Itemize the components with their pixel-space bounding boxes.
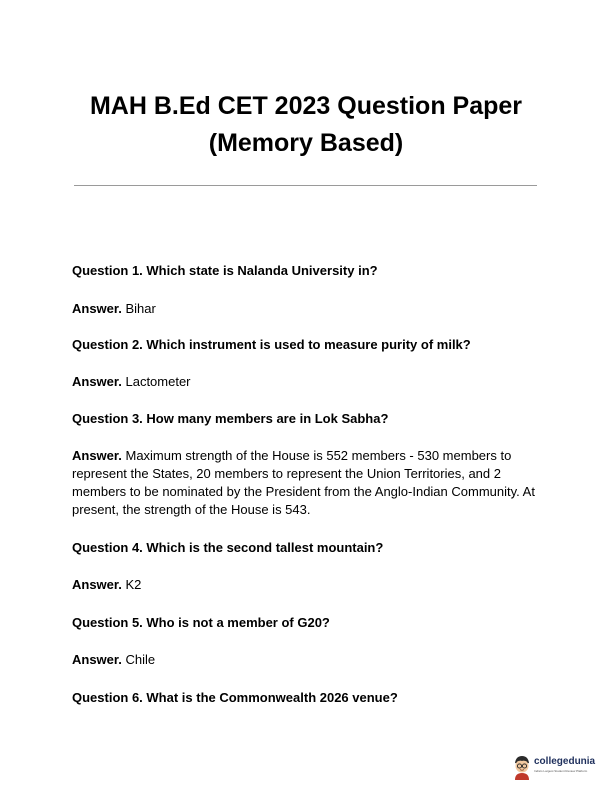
collegedunia-logo bbox=[512, 752, 608, 782]
title-line-2: (Memory Based) bbox=[208, 129, 404, 157]
title-line-1: MAH B.Ed CET 2023 Question Paper bbox=[89, 92, 523, 120]
logo-wordmark: collegedunia bbox=[534, 756, 596, 767]
answer-2 bbox=[72, 373, 542, 391]
answer-4 bbox=[72, 576, 542, 594]
answer-label: Answer. bbox=[72, 652, 122, 667]
answer-text: Bihar bbox=[125, 301, 156, 316]
answer-label: Answer. bbox=[72, 301, 122, 316]
answer-5 bbox=[72, 651, 542, 669]
question-1: Question 1. Which state is Nalanda University in? bbox=[72, 263, 378, 278]
answer-label: Answer. bbox=[72, 448, 122, 463]
answer-text: Chile bbox=[125, 652, 156, 667]
logo-tagline: India's Largest Student Review Platform bbox=[534, 769, 588, 773]
student-mascot-icon bbox=[512, 754, 532, 780]
question-5: Question 5. Who is not a member of G20? bbox=[72, 615, 330, 630]
answer-text: Lactometer bbox=[125, 374, 191, 389]
answer-label: Answer. bbox=[72, 577, 122, 592]
horizontal-divider bbox=[74, 185, 537, 186]
answer-label: Answer. bbox=[72, 374, 122, 389]
answer-text: K2 bbox=[125, 577, 142, 592]
answer-1 bbox=[72, 300, 542, 318]
question-2: Question 2. Which instrument is used to measure purity of milk? bbox=[72, 337, 471, 352]
answer-3 bbox=[72, 447, 542, 519]
question-4: Question 4. Which is the second tallest mountain? bbox=[72, 540, 384, 555]
question-3: Question 3. How many members are in Lok Sabha? bbox=[72, 411, 389, 426]
answer-text: Maximum strength of the House is 552 members - 530 members to represent the States, 20 members to represent the Union Territories, and 2 members to be nominated by the President from the Anglo-Indian Community. At present, the strength of the House is 543. bbox=[72, 448, 535, 517]
question-6: Question 6. What is the Commonwealth 2026 venue? bbox=[72, 690, 398, 705]
page-title bbox=[0, 88, 612, 162]
